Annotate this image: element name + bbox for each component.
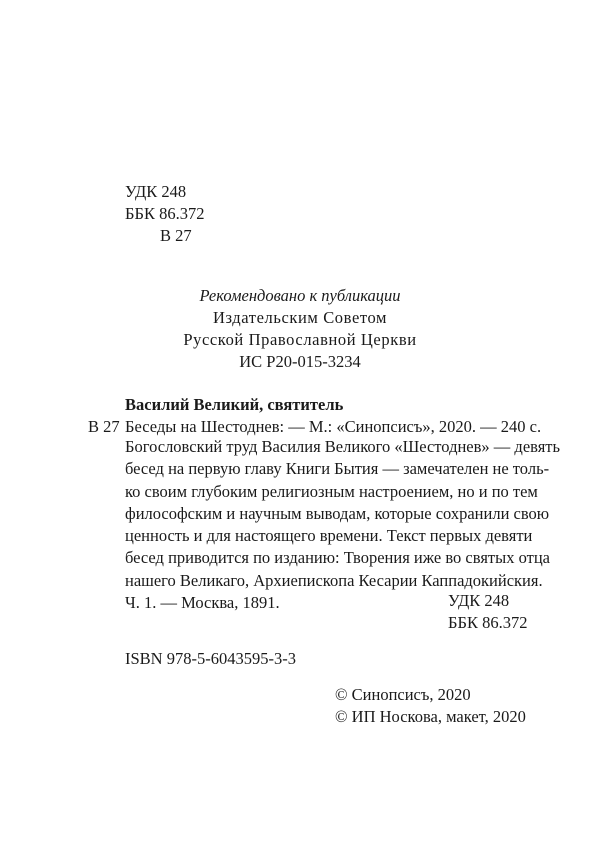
author-mark-top: В 27 [160, 226, 192, 245]
annotation-line: философским и научным выводам, которые сохранили свою [125, 503, 550, 523]
book-title-line: Беседы на Шестоднев: — М.: «Синопсисъ», 2020. — 240 с. [125, 417, 542, 436]
author-mark: В 27 [88, 417, 120, 436]
bbk-code-top: ББК 86.372 [125, 204, 205, 223]
annotation-line: ценность и для настоящего времени. Текст первых девяти [125, 526, 533, 546]
copyright-line-2: © ИП Носкова, макет, 2020 [335, 707, 526, 726]
recommendation-line-2: Издательским Советом [212, 308, 388, 327]
copyright-line-1: © Синопсисъ, 2020 [335, 685, 471, 704]
udk-code-bottom: УДК 248 [448, 591, 510, 610]
annotation-line: ко своим глубоким религиозным настроением, но и по тем [125, 481, 538, 501]
annotation-line: бесед на первую главу Книги Бытия — замечателен не толь- [125, 459, 550, 479]
annotation-line: Богословский труд Василия Великого «Шестоднев» — девять [125, 437, 561, 456]
recommendation-line-4: ИС Р20-015-3234 [239, 352, 361, 371]
annotation-line: бесед приводится по изданию: Творения иже во святых отца [125, 548, 550, 568]
recommendation-line-3: Русской Православной Церкви [183, 330, 417, 349]
annotation-line: Ч. 1. — Москва, 1891. [125, 593, 280, 613]
bbk-code-bottom: ББК 86.372 [448, 613, 528, 632]
annotation-paragraph [125, 436, 561, 614]
book-author: Василий Великий, святитель [125, 395, 344, 414]
isbn: ISBN 978-5-6043595-3-3 [125, 649, 296, 668]
udk-code-top: УДК 248 [125, 182, 187, 201]
annotation-line: нашего Великаго, Архиепископа Кесарии Каппадокийския. [125, 570, 543, 590]
recommendation-line-1: Рекомендовано к публикации [199, 286, 401, 305]
